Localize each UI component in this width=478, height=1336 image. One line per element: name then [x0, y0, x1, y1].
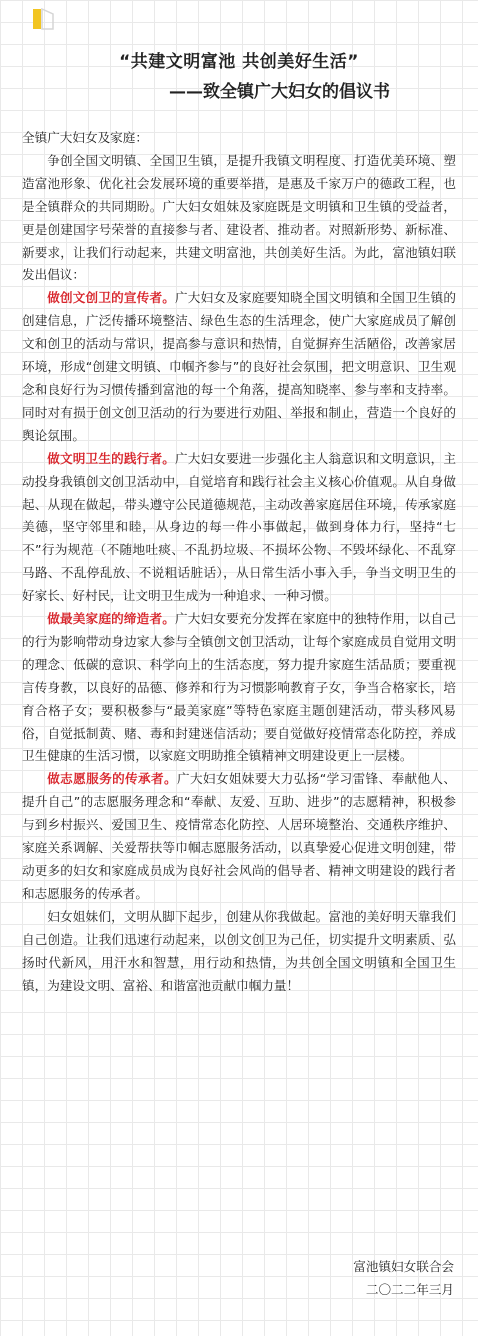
salutation: 全镇广大妇女及家庭：: [22, 130, 148, 145]
proposal-item-text: 广大妇女及家庭要知晓全国文明镇和全国卫生镇的创建信息，广泛传播环境整洁、绿色生态的生活理念，使广大家庭成员了解创文和创卫的活动与常识，提高参与意识和热情，自觉摒弃生活陋俗，改善家居环境，形成“创建文明镇、巾帼齐参与”的良好社会氛围，把文明意识、卫生观念和良好行为习惯传播到富池的每一个角落，提高知晓率、参与率和支持率。同时对有损于创文创卫活动的行为要进行劝阻、举报和制止，营造一个良好的舆论氛围。: [22, 290, 456, 443]
proposal-item-text: 广大妇女姐妹要大力弘扬“学习雷锋、奉献他人、提升自己”的志愿服务理念和“奉献、友爱、互助、进步”的志愿精神，积极参与到乡村振兴、爱国卫生、疫情常态化防控、人居环境整治、交通秩序维护、家庭关系调解、关爱帮扶等巾帼志愿服务活动，以真挚爱心促进文明创建，带动更多的妇女和家庭成员成为良好社会风尚的倡导者、精神文明建设的践行者和志愿服务的传承者。: [22, 771, 457, 901]
title-subtitle: ——致全镇广大妇女的倡议书: [169, 82, 390, 102]
proposal-body: [22, 127, 456, 997]
intro-paragraph: 争创全国文明镇、全国卫生镇，是提升我镇文明程度、打造优美环境、塑造富池形象、优化社会发展环境的重要举措，是惠及千家万户的德政工程，也是全镇群众的共同期盼。广大妇女姐妹及家庭既是文明镇和卫生镇的受益者，更是创建国字号荣誉的直接参与者、建设者、推动者。对照新形势、新标准、新要求，让我们行动起来，共建文明富池，共创美好生活。为此，富池镇妇联发出倡议：: [22, 152, 456, 283]
title-main: “共建文明富池 共创美好生活”: [119, 52, 359, 72]
proposal-item-heading: 做文明卫生的践行者。: [47, 450, 175, 466]
proposal-item-heading: 做创文创卫的宣传者。: [47, 290, 175, 306]
closing-paragraph: 妇女姐妹们，文明从脚下起步，创建从你我做起。富池的美好明天靠我们自己创造。让我们迅速行动起来，以创文创卫为己任，切实提升文明素质、弘扬时代新风，用汗水和智慧，用行动和热情，为共创全国文明镇和全国卫生镇，为建设文明、富裕、和谐富池贡献巾帼力量！: [22, 908, 456, 993]
proposal-item-3: [22, 608, 456, 768]
signature-block: [254, 1255, 454, 1301]
proposal-item-text: 广大妇女要进一步强化主人翁意识和文明意识，主动投身我镇创文创卫活动中，自觉培育和践行社会主义核心价值观。从自身做起、从现在做起，带头遵守公民道德规范，主动改善家庭居住环境，传承家庭美德，坚守邻里和睦，从身边的每一件小事做起，做到身体力行，坚持“七不”行为规范（不随地吐痰、不乱扔垃圾、不损坏公物、不毁坏绿化、不乱穿马路、不乱停乱放、不说粗话脏话），从日常生活小事入手，争当文明卫生的好家长、好村民，让文明卫生成为一种追求、一种习惯。: [22, 450, 456, 604]
signature-date: 二〇二二年三月: [365, 1282, 454, 1297]
proposal-item-4: [22, 768, 456, 905]
proposal-item-heading: 做志愿服务的传承者。: [47, 771, 177, 787]
proposal-item-2: [22, 448, 456, 608]
signature-organization: 富池镇妇女联合会: [353, 1259, 454, 1274]
folded-document-logo-icon: [32, 8, 54, 30]
document-title: [0, 50, 478, 104]
proposal-item-heading: 做最美家庭的缔造者。: [47, 611, 175, 627]
proposal-item-1: [22, 287, 456, 447]
proposal-item-text: 广大妇女要充分发挥在家庭中的独特作用，以自己的行为影响带动身边家人参与全镇创文创卫活动，让每个家庭成员自觉用文明的理念、低碳的意识、科学向上的生活态度，努力提升家庭生活品质；要重视言传身教，以良好的品德、修养和行为习惯影响教育子女，争当合格家长，培育合格子女；要积极参与“最美家庭”等特色家庭主题创建活动，带头移风易俗，自觉抵制黄、赌、毒和封建迷信活动；要自觉做好疫情常态化防控，养成卫生健康的生活习惯，以家庭文明助推全镇精神文明建设更上一层楼。: [22, 611, 456, 764]
